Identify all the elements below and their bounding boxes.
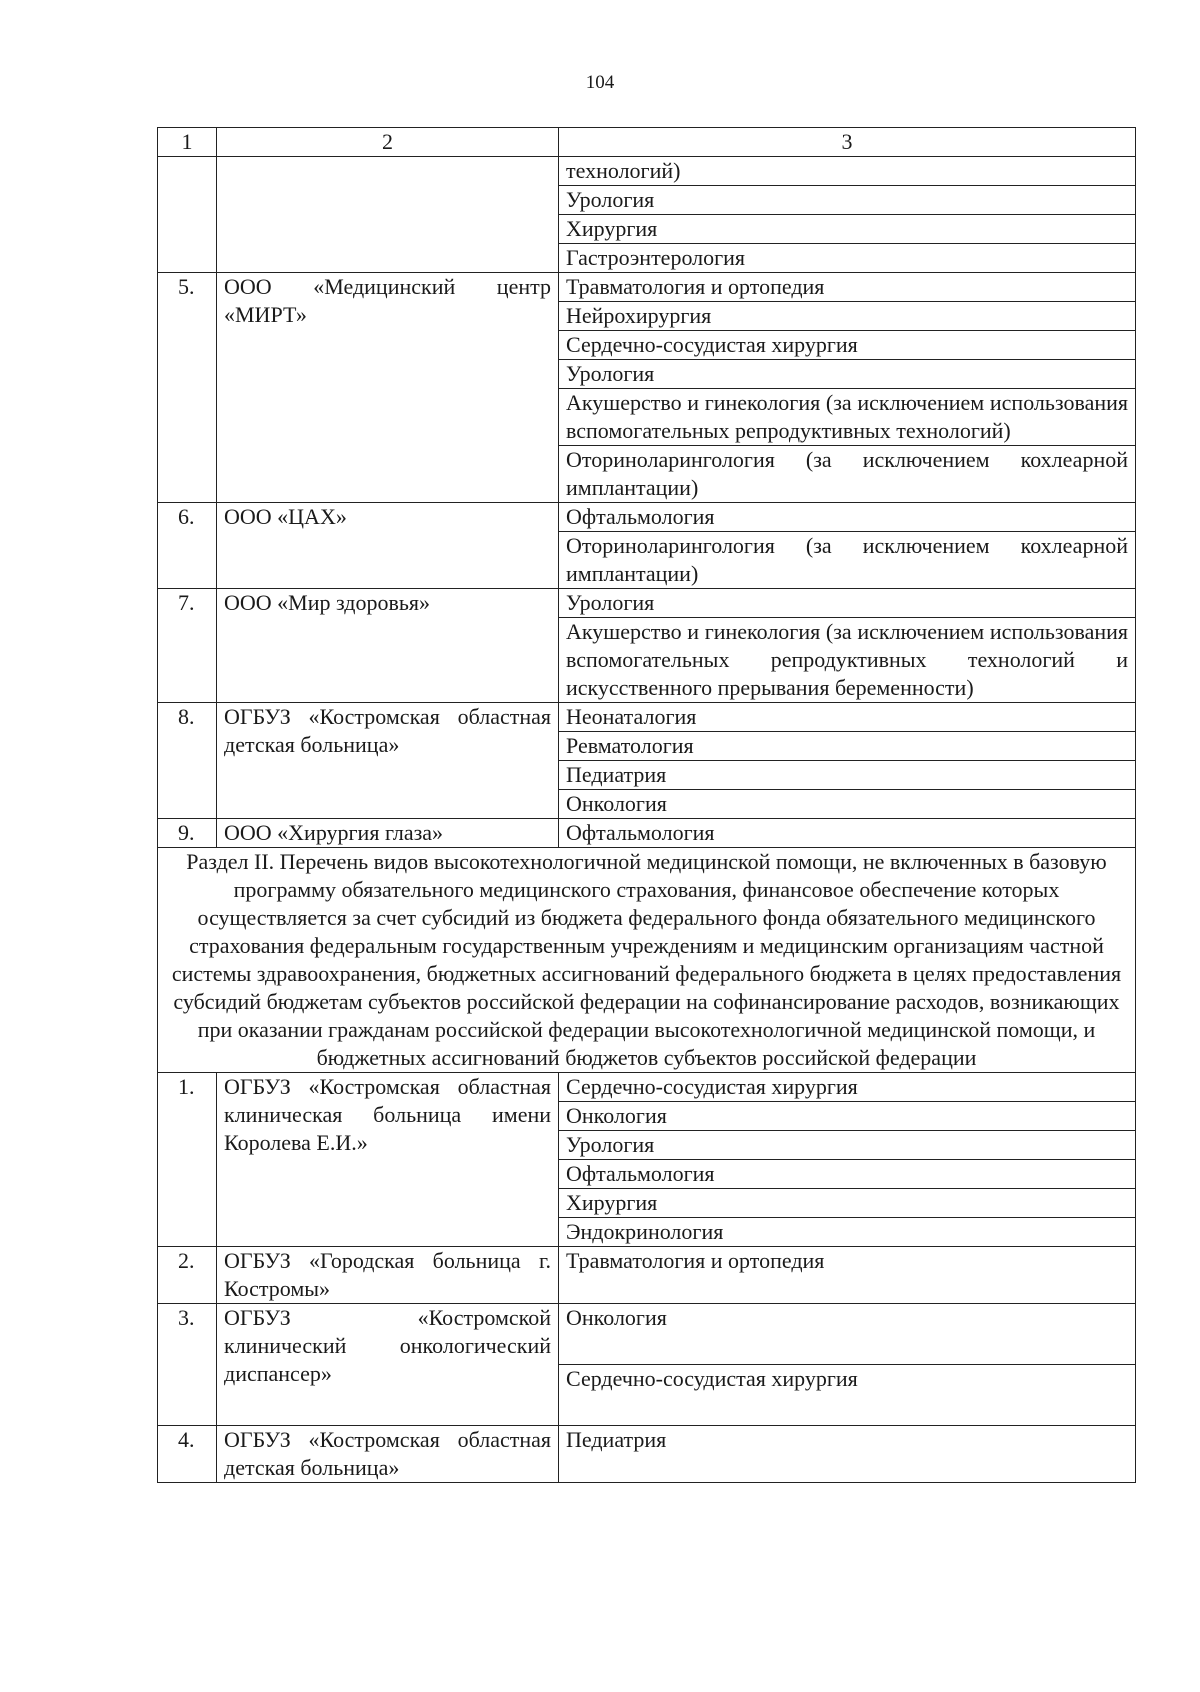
header-col-2: 2	[217, 128, 559, 157]
row-org: ООО «Хирургия глаза»	[217, 819, 559, 848]
specialty-cell: Педиатрия	[559, 1426, 1136, 1483]
specialty-cell: Онкология	[559, 1102, 1136, 1131]
specialty-cell: Офтальмология	[559, 1160, 1136, 1189]
section-title-row	[158, 848, 1136, 1073]
header-col-1: 1	[158, 128, 217, 157]
page-number: 104	[585, 72, 615, 93]
services-table	[157, 127, 1136, 1483]
specialty-cell: Урология	[559, 360, 1136, 389]
table-row	[158, 1304, 1136, 1365]
specialty-cell: Неонаталогия	[559, 703, 1136, 732]
row-num: 9.	[158, 819, 217, 848]
table-row	[158, 1247, 1136, 1304]
table-row	[158, 1426, 1136, 1483]
table-row	[158, 503, 1136, 532]
table-header-row	[158, 128, 1136, 157]
specialty-cell: Нейрохирургия	[559, 302, 1136, 331]
row-num: 2.	[158, 1247, 217, 1304]
specialty-cell: Онкология	[559, 790, 1136, 819]
specialty-cell: Оториноларингология (за исключением кохлеарной имплантации)	[559, 446, 1136, 503]
specialty-cell: Акушерство и гинекология (за исключением использования вспомогательных репродуктивных технологий и искусственного прерывания беременности)	[559, 618, 1136, 703]
specialty-cell: Сердечно-сосудистая хирургия	[559, 1365, 1136, 1426]
row-org	[217, 157, 559, 273]
specialty-cell: Урология	[559, 589, 1136, 618]
row-num: 7.	[158, 589, 217, 703]
specialty-cell: Сердечно-сосудистая хирургия	[559, 1073, 1136, 1102]
specialty-cell: Эндокринология	[559, 1218, 1136, 1247]
row-org: ОГБУЗ «Костромская областная клиническая больница имени Королева Е.И.»	[217, 1073, 559, 1247]
specialty-cell: Офтальмология	[559, 819, 1136, 848]
table-row	[158, 703, 1136, 732]
specialty-cell: Оториноларингология (за исключением кохлеарной имплантации)	[559, 532, 1136, 589]
row-num	[158, 157, 217, 273]
row-org: ООО «Мир здоровья»	[217, 589, 559, 703]
specialty-cell: Педиатрия	[559, 761, 1136, 790]
row-org: ОГБУЗ «Костромская областная детская больница»	[217, 703, 559, 819]
section-2-title: Раздел II. Перечень видов высокотехнологичной медицинской помощи, не включенных в базовую программу обязательного медицинского страхования, финансовое обеспечение которых осуществляется за счет субсидий из бюджета федерального фонда обязательного медицинского страхования федеральным государственным учреждениям и медицинским организациям частной системы здравоохранения, бюджетных ассигнований федерального бюджета в целях предоставления субсидий бюджетам субъектов российской федерации на софинансирование расходов, возникающих при оказании гражданам российской федерации высокотехнологичной медицинской помощи, и бюджетных ассигнований бюджетов субъектов российской федерации	[158, 848, 1136, 1073]
specialty-cell: Хирургия	[559, 215, 1136, 244]
specialty-cell: Сердечно-сосудистая хирургия	[559, 331, 1136, 360]
table-row	[158, 273, 1136, 302]
row-num: 1.	[158, 1073, 217, 1247]
specialty-cell: Акушерство и гинекология (за исключением использования вспомогательных репродуктивных технологий)	[559, 389, 1136, 446]
row-org: ООО «Медицинский центр «МИРТ»	[217, 273, 559, 503]
row-num: 5.	[158, 273, 217, 503]
specialty-cell: Урология	[559, 186, 1136, 215]
row-org: ОГБУЗ «Костромская областная детская больница»	[217, 1426, 559, 1483]
row-org: ОГБУЗ «Городская больница г. Костромы»	[217, 1247, 559, 1304]
row-num: 4.	[158, 1426, 217, 1483]
specialty-cell: Травматология и ортопедия	[559, 273, 1136, 302]
row-org: ООО «ЦАХ»	[217, 503, 559, 589]
table-row	[158, 1073, 1136, 1102]
specialty-cell: Ревматология	[559, 732, 1136, 761]
specialty-cell: Онкология	[559, 1304, 1136, 1365]
specialty-cell: технологий)	[559, 157, 1136, 186]
table-row	[158, 157, 1136, 186]
specialty-cell: Хирургия	[559, 1189, 1136, 1218]
row-num: 6.	[158, 503, 217, 589]
specialty-cell: Офтальмология	[559, 503, 1136, 532]
table-row	[158, 589, 1136, 618]
row-num: 8.	[158, 703, 217, 819]
row-num: 3.	[158, 1304, 217, 1426]
specialty-cell: Травматология и ортопедия	[559, 1247, 1136, 1304]
specialty-cell: Урология	[559, 1131, 1136, 1160]
specialty-cell: Гастроэнтерология	[559, 244, 1136, 273]
header-col-3: 3	[559, 128, 1136, 157]
table-row	[158, 819, 1136, 848]
row-org: ОГБУЗ «Костромской клинический онкологический диспансер»	[217, 1304, 559, 1426]
